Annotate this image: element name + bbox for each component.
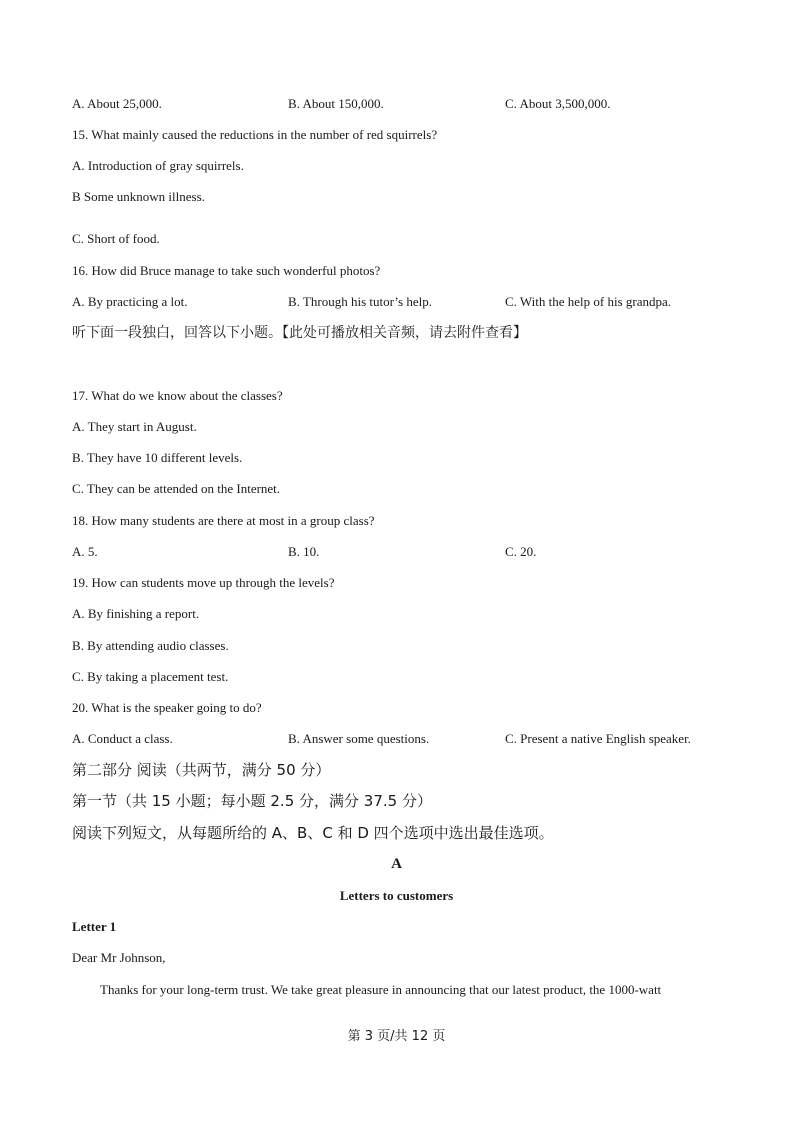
q18-option-c: C. 20. xyxy=(505,544,537,559)
q20-option-c: C. Present a native English speaker. xyxy=(505,731,691,746)
q18-option-b: B. 10. xyxy=(288,544,320,559)
passage-title: Letters to customers xyxy=(339,888,454,903)
q15-option-a: A. Introduction of gray squirrels. xyxy=(72,158,244,173)
section1-heading: 第一节（共 15 小题；每小题 2.5 分，满分 37.5 分） xyxy=(72,792,432,810)
q14-option-a: A. About 25,000. xyxy=(72,96,162,111)
q15-question: 15. What mainly caused the reductions in the number of red squirrels? xyxy=(72,127,438,142)
q16-option-c: C. With the help of his grandpa. xyxy=(505,294,672,309)
q17-option-a: A. They start in August. xyxy=(72,419,197,434)
reading-instruction: 阅读下列短文，从每题所给的 A、B、C 和 D 四个选项中选出最佳选项。 xyxy=(72,824,554,842)
q16-option-b: B. Through his tutor’s help. xyxy=(288,294,432,309)
q19-question: 19. How can students move up through the levels? xyxy=(72,575,335,590)
q16-option-a: A. By practicing a lot. xyxy=(72,294,188,309)
q16-question: 16. How did Bruce manage to take such wonderful photos? xyxy=(72,263,381,278)
q17-option-c: C. They can be attended on the Internet. xyxy=(72,481,281,496)
page-footer: 第 3 页/共 12 页 xyxy=(347,1029,446,1044)
q19-option-a: A. By finishing a report. xyxy=(72,606,200,621)
q18-option-a: A. 5. xyxy=(72,544,98,559)
q19-option-c: C. By taking a placement test. xyxy=(72,669,229,684)
q17-question: 17. What do we know about the classes? xyxy=(72,388,283,403)
letter-label: Letter 1 xyxy=(72,919,117,934)
passage-label: A xyxy=(391,856,402,872)
q18-question: 18. How many students are there at most in a group class? xyxy=(72,513,375,528)
q20-option-b: B. Answer some questions. xyxy=(288,731,430,746)
letter-body-line: Thanks for your long-term trust. We take great pleasure in announcing that our latest product, the 1000-watt xyxy=(100,982,662,997)
part2-heading: 第二部分 阅读（共两节，满分 50 分） xyxy=(72,761,331,779)
q15-option-c: C. Short of food. xyxy=(72,231,160,246)
q14-option-c: C. About 3,500,000. xyxy=(505,96,611,111)
q17-option-b: B. They have 10 different levels. xyxy=(72,450,243,465)
q14-option-b: B. About 150,000. xyxy=(288,96,384,111)
q20-question: 20. What is the speaker going to do? xyxy=(72,700,262,715)
monologue-instruction: 听下面一段独白，回答以下小题。【此处可播放相关音频，请去附件查看】 xyxy=(72,325,527,341)
letter-greeting: Dear Mr Johnson, xyxy=(72,950,166,965)
q19-option-b: B. By attending audio classes. xyxy=(72,638,229,653)
q15-option-b: B Some unknown illness. xyxy=(72,189,205,204)
q20-option-a: A. Conduct a class. xyxy=(72,731,173,746)
